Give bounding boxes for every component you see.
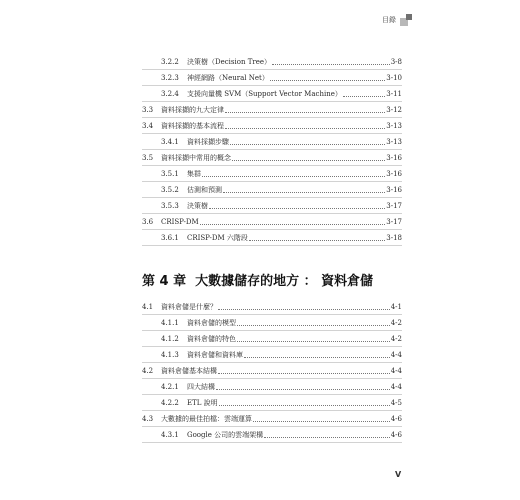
toc-entry <box>142 231 402 243</box>
toc-leader-dots <box>237 324 390 326</box>
toc-entry-page: 3-11 <box>386 90 402 98</box>
toc-row-rule <box>142 85 402 86</box>
toc-entry-page: 4-4 <box>390 351 402 359</box>
toc-leader-dots <box>225 111 385 113</box>
toc-entry <box>142 87 402 99</box>
toc-entry <box>142 119 402 131</box>
toc-entry-page: 3-16 <box>386 170 402 178</box>
toc-leader-dots <box>264 436 390 438</box>
toc-entry-number: 3.2.4 <box>161 90 179 98</box>
toc-leader-dots <box>270 79 385 81</box>
toc-entry-page: 4-6 <box>390 431 402 439</box>
toc-entry-page: 4-5 <box>390 399 402 407</box>
toc-leader-dots <box>218 308 390 310</box>
toc-entry-title: 估測和預測 <box>187 186 222 194</box>
toc-entry-title: 集群 <box>187 170 201 178</box>
toc-entry-page: 3-12 <box>386 106 402 114</box>
toc-entry <box>142 183 402 195</box>
toc-row-rule <box>142 410 402 411</box>
toc-entry <box>142 316 402 328</box>
header-label: 目錄 <box>382 16 396 24</box>
toc-entry-title: 大數據的最佳拍檔：雲端運算 <box>161 415 252 423</box>
toc-entry-number: 3.5.3 <box>161 202 179 210</box>
toc-entry-title: CRISP-DM <box>161 218 199 226</box>
toc-row-rule <box>142 394 402 395</box>
toc-row-rule <box>142 330 402 331</box>
toc-row-rule <box>142 378 402 379</box>
toc-entry <box>142 300 402 312</box>
toc-leader-dots <box>232 159 385 161</box>
toc-entry <box>142 199 402 211</box>
toc-entry-title: 決策樹 <box>187 202 208 210</box>
toc-leader-dots <box>237 340 390 342</box>
toc-entry-page: 4-2 <box>390 335 402 343</box>
toc-entry-title: 決策樹（Decision Tree） <box>187 58 271 66</box>
toc-entry <box>142 55 402 67</box>
toc-entry-title: 資料倉儲和資料庫 <box>187 351 243 359</box>
toc-entry-number: 4.3 <box>142 415 154 423</box>
toc-leader-dots <box>216 388 390 390</box>
toc-row-rule <box>142 362 402 363</box>
toc-entry <box>142 380 402 392</box>
toc-entry-number: 4.1.3 <box>161 351 179 359</box>
toc-entry-page: 4-4 <box>390 367 402 375</box>
toc-entry <box>142 135 402 147</box>
toc-entry-title: Google 公司的雲端架構 <box>187 431 264 439</box>
toc-entry-number: 4.2.2 <box>161 399 179 407</box>
toc-entry-page: 4-4 <box>390 383 402 391</box>
toc-entry-number: 4.2 <box>142 367 154 375</box>
toc-entry-page: 3-16 <box>386 154 402 162</box>
toc-row-rule <box>142 69 402 70</box>
toc-row-rule <box>142 314 402 315</box>
toc-entry-title: 四大結構 <box>187 383 215 391</box>
toc-entry-title: 資料倉儲是什麼？ <box>161 303 217 311</box>
toc-row-rule <box>142 426 402 427</box>
toc-entry-title: 支援向量機 SVM（Support Vector Machine） <box>187 90 342 98</box>
toc-entry <box>142 167 402 179</box>
toc-leader-dots <box>223 191 385 193</box>
toc-entry-title: 資料採擷步驟 <box>187 138 229 146</box>
toc-entry <box>142 71 402 83</box>
toc-entry-title: 資料採擷的基本流程 <box>161 122 224 130</box>
toc-entry-number: 3.2.2 <box>161 58 179 66</box>
toc-entry-title: 資料倉儲基本結構 <box>161 367 217 375</box>
toc-leader-dots <box>202 175 385 177</box>
toc-entry-page: 3-18 <box>386 234 402 242</box>
toc-row-rule <box>142 197 402 198</box>
toc-entry-number: 4.2.1 <box>161 383 179 391</box>
toc-entry-title: 神經網路（Neural Net） <box>187 74 269 82</box>
toc-leader-dots <box>225 127 385 129</box>
toc-entry-title: ETL 說明 <box>187 399 218 407</box>
toc-entry-page: 3-17 <box>386 218 402 226</box>
running-header <box>382 14 412 26</box>
toc-entry-number: 4.1 <box>142 303 154 311</box>
toc-entry <box>142 428 402 440</box>
toc-leader-dots <box>209 207 385 209</box>
toc-leader-dots <box>218 372 390 374</box>
toc-entry-number: 3.3 <box>142 106 154 114</box>
toc-row-rule <box>142 245 402 246</box>
toc-row-rule <box>142 133 402 134</box>
toc-entry-title: CRISP-DM 六階段 <box>187 234 248 242</box>
toc-entry <box>142 364 402 376</box>
toc-entry-number: 3.5.1 <box>161 170 179 178</box>
toc-entry-number: 3.2.3 <box>161 74 179 82</box>
toc-entry <box>142 348 402 360</box>
toc-leader-dots <box>244 356 390 358</box>
toc-entry-number: 4.3.1 <box>161 431 179 439</box>
toc-leader-dots <box>253 420 390 422</box>
toc-entry <box>142 151 402 163</box>
toc-leader-dots <box>343 95 385 97</box>
toc-leader-dots <box>272 63 390 65</box>
toc-row-rule <box>142 181 402 182</box>
toc-entry <box>142 396 402 408</box>
toc-leader-dots <box>249 239 385 241</box>
toc-entry-page: 4-6 <box>390 415 402 423</box>
toc-row-rule <box>142 117 402 118</box>
toc-row-rule <box>142 229 402 230</box>
toc-entry-number: 3.5 <box>142 154 154 162</box>
toc-row-rule <box>142 165 402 166</box>
page-number: V <box>395 470 402 479</box>
toc-entry-number: 3.4 <box>142 122 154 130</box>
toc-leader-dots <box>230 143 385 145</box>
toc-entry-page: 4-2 <box>390 319 402 327</box>
toc-row-rule <box>142 213 402 214</box>
toc-entry-page: 3-13 <box>386 138 402 146</box>
toc-entry-number: 3.6 <box>142 218 154 226</box>
toc-entry-title: 資料採擷的九大定律 <box>161 106 224 114</box>
toc-entry-page: 3-10 <box>386 74 402 82</box>
toc-entry-page: 3-13 <box>386 122 402 130</box>
chapter-label: 第 4 章 <box>142 274 187 289</box>
toc-entry-number: 4.1.1 <box>161 319 179 327</box>
toc-entry-number: 3.5.2 <box>161 186 179 194</box>
toc-entry-title: 資料採擷中常用的概念 <box>161 154 231 162</box>
toc-entry <box>142 412 402 424</box>
toc-row-rule <box>142 346 402 347</box>
toc-entry-page: 3-17 <box>386 202 402 210</box>
toc-entry-page: 3-16 <box>386 186 402 194</box>
toc-leader-dots <box>200 223 386 225</box>
toc-entry-title: 資料倉儲的模型 <box>187 319 236 327</box>
toc-entry-page: 3-8 <box>390 58 402 66</box>
toc-entry-number: 4.1.2 <box>161 335 179 343</box>
chapter-title: 大數據儲存的地方 ： 資料倉儲 <box>195 274 374 289</box>
toc-entry <box>142 215 402 227</box>
toc-entry <box>142 332 402 344</box>
toc-row-rule <box>142 101 402 102</box>
toc-row-rule <box>142 442 402 443</box>
toc-entry-title: 資料倉儲的特色 <box>187 335 236 343</box>
toc-leader-dots <box>219 404 390 406</box>
toc-entry-number: 3.4.1 <box>161 138 179 146</box>
toc-entry-number: 3.6.1 <box>161 234 179 242</box>
toc-row-rule <box>142 149 402 150</box>
toc-entry <box>142 103 402 115</box>
toc-entry-page: 4-1 <box>390 303 402 311</box>
chapter-heading <box>142 270 442 289</box>
decorative-squares-icon <box>400 14 412 26</box>
